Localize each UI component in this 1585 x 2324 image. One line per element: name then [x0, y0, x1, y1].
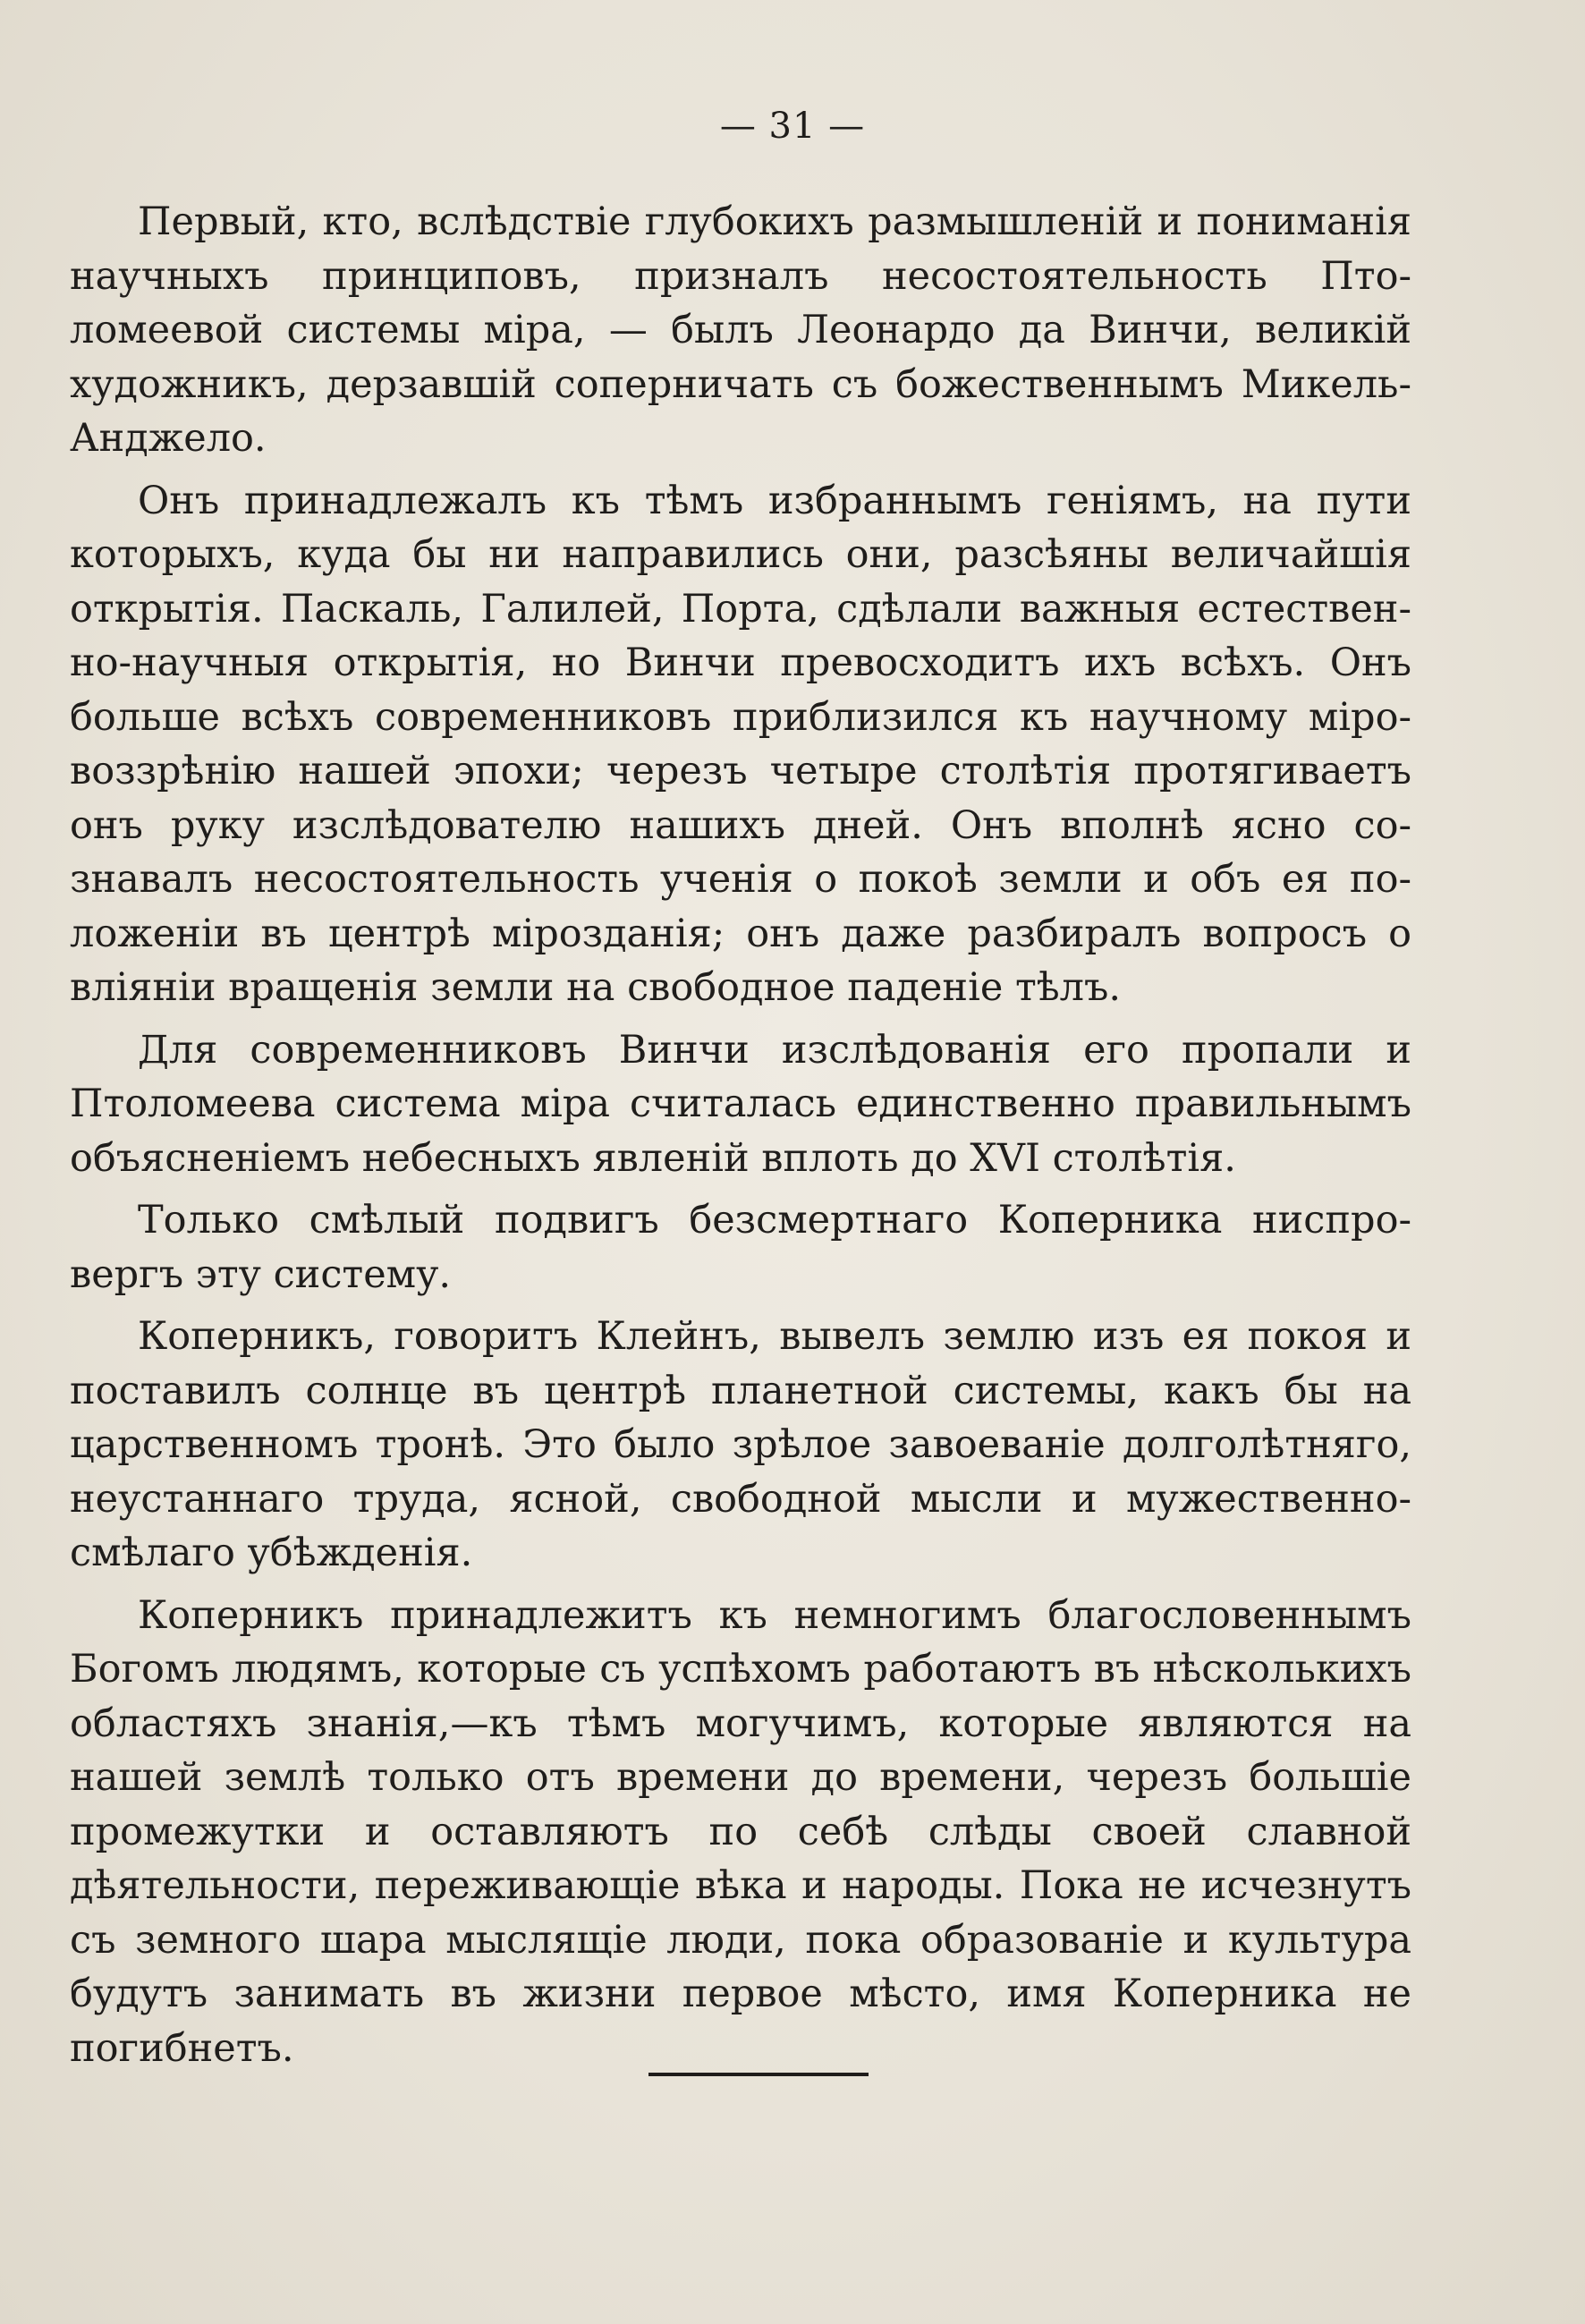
- end-rule-divider: [648, 2073, 869, 2076]
- paragraph-klein-quote: Коперникъ, говоритъ Клейнъ, вывелъ землю изъ ея покоя и поставилъ солнце въ центрѣ планетной системы, какъ бы на царственномъ тронѣ. Это было зрѣлое завоеваніе долголѣтняго, неустаннаго труда, ясной, свободной мысли и мужественносмѣлаго убѣжденія.: [70, 1314, 1411, 1575]
- body-text: [70, 195, 1411, 2075]
- paragraph-leonardo: Первый, кто, вслѣдствіе глубокихъ размышленій и пониманія научныхъ принциповъ, призналъ несостоятельность Птоломеевой системы міра, — былъ Леонардо да Винчи, великій художникъ, дерзавшій соперничать съ божественнымъ МикельАнджело.: [70, 199, 1411, 461]
- page-number: — 31 —: [719, 106, 866, 147]
- paragraph-copernicus-legacy: Коперникъ принадлежитъ къ немногимъ благословеннымъ Богомъ людямъ, которые съ успѣхомъ работаютъ въ нѣсколькихъ областяхъ знанія,—къ тѣмъ могучимъ, которые являются на нашей землѣ только отъ времени до времени, черезъ большіе промежутки и оставляютъ по себѣ слѣды своей славной дѣятельности, переживающіе вѣка и народы. Пока не исчезнутъ съ земного шара мыслящіе люди, пока образованіе и культура будутъ занимать въ жизни первое мѣсто, имя Коперника не погибнетъ.: [70, 1592, 1411, 2071]
- paragraph-copernicus-feat: Только смѣлый подвигъ безсмертнаго Коперника ниспровергъ эту систему.: [70, 1198, 1411, 1297]
- paragraph-genius: Онъ принадлежалъ къ тѣмъ избраннымъ геніямъ, на пути которыхъ, куда бы ни направились они, разсѣяны величайшія открытія. Паскаль, Галилей, Порта, сдѣлали важныя естественно-научныя открытія, но Винчи превосходитъ ихъ всѣхъ. Онъ больше всѣхъ современниковъ приблизился къ научному міровоззрѣнію нашей эпохи; черезъ четыре столѣтія протягиваетъ онъ руку изслѣдователю нашихъ дней. Онъ вполнѣ ясно сознавалъ несостоятельность ученія о покоѣ земли и объ ея положеніи въ центрѣ мірозданія; онъ даже разбиралъ вопросъ о вліяніи вращенія земли на свободное паденіе тѣлъ.: [70, 478, 1411, 1010]
- paragraph-ptolemy: Для современниковъ Винчи изслѣдованія его пропали и Птоломеева система міра считалась единственно правильнымъ объясненіемъ небесныхъ явленій вплоть до XVI столѣтія.: [70, 1027, 1411, 1181]
